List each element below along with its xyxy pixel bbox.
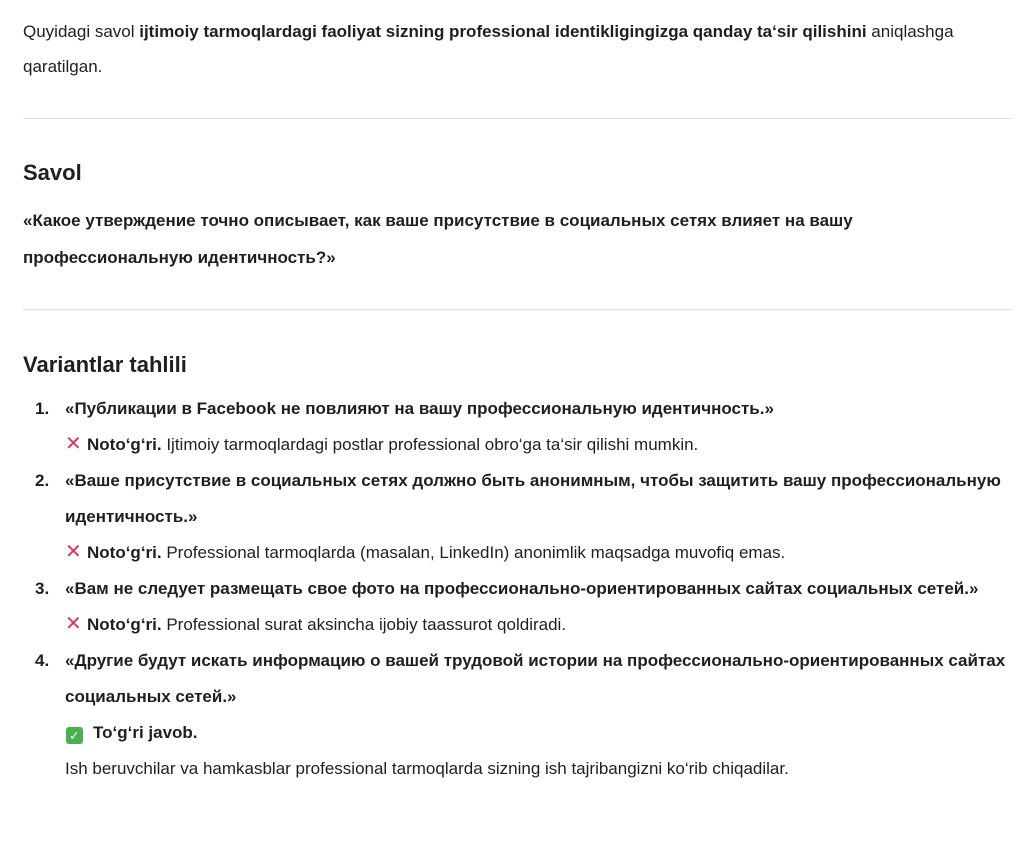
divider [23, 118, 1013, 119]
option-item [23, 391, 1013, 463]
answer-document [23, 0, 1013, 778]
cross-mark-icon: ✕ [65, 433, 82, 455]
option-verdict [65, 715, 1013, 751]
verdict-label: Noto‘g‘ri. [87, 543, 162, 562]
intro-bold: ijtimoiy tarmoqlardagi faoliyat sizning professional identikligingizga qanday ta‘sir qilishini [139, 22, 867, 41]
question-text: «Какое утверждение точно описывает, как ваше присутствие в социальных сетях влияет на вашу профессиональную идентичность?» [23, 211, 853, 267]
option-text: «Публикации в Facebook не повлияют на вашу профессиональную идентичность.» [65, 399, 774, 418]
option-verdict [65, 427, 1013, 463]
divider [23, 309, 1013, 310]
options-list [23, 391, 1013, 787]
analysis-heading: Variantlar tahlili [23, 352, 187, 377]
intro-paragraph [23, 0, 1013, 84]
option-number: 2. [35, 471, 50, 490]
option-item [23, 643, 1013, 787]
intro-lead: Quyidagi savol [23, 22, 140, 41]
verdict-label: Noto‘g‘ri. [87, 435, 162, 454]
intro-tail: aniqlashga qaratilgan. [23, 22, 954, 76]
verdict-text: Professional surat aksincha ijobiy taassurot qoldiradi. [161, 615, 567, 634]
question-heading: Savol [23, 160, 82, 185]
option-text: «Ваше присутствие в социальных сетях должно быть анонимным, чтобы защитить вашу профессиональную идентичность.» [65, 471, 1001, 526]
option-number: 4. [35, 651, 50, 670]
option-item [23, 571, 1013, 643]
option-number: 3. [35, 579, 50, 598]
check-mark-icon: ✓ [66, 727, 83, 744]
option-number: 1. [35, 399, 50, 418]
verdict-text: Professional tarmoqlarda (masalan, LinkedIn) anonimlik maqsadga muvofiq emas. [161, 543, 786, 562]
option-explanation: Ish beruvchilar va hamkasblar professional tarmoqlarda sizning ish tajribangizni ko‘rib chiqadilar. [65, 759, 789, 778]
option-item [23, 463, 1013, 571]
verdict-label: Noto‘g‘ri. [87, 615, 162, 634]
option-text: «Другие будут искать информацию о вашей трудовой истории на профессионально-ориентированных сайтах социальных сетей.» [65, 651, 1006, 706]
cross-mark-icon: ✕ [65, 541, 82, 563]
option-verdict [65, 535, 1013, 571]
option-verdict [65, 607, 1013, 643]
verdict-text: Ijtimoiy tarmoqlardagi postlar professional obro‘ga ta‘sir qilishi mumkin. [161, 435, 699, 454]
option-text: «Вам не следует размещать свое фото на профессионально-ориентированных сайтах социальных сетей.» [65, 579, 979, 598]
cross-mark-icon: ✕ [65, 613, 82, 635]
verdict-label: To‘g‘ri javob. [93, 723, 198, 742]
